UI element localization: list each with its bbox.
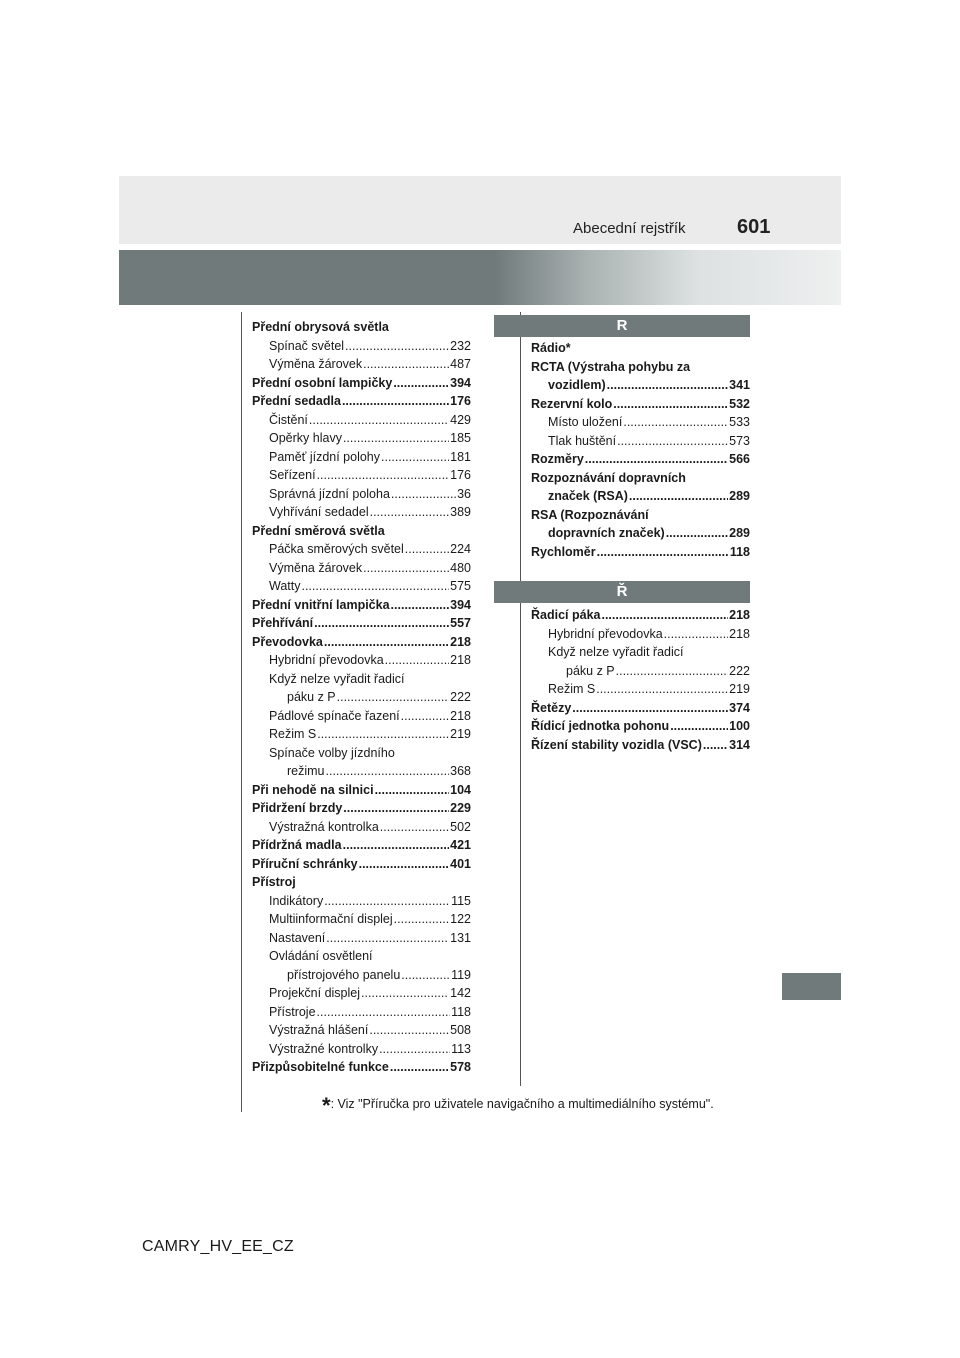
index-entry: Přední směrová světla [252,523,385,538]
index-entry: Přední obrysová světla [252,320,389,334]
index-term: Paměť jízdní polohy [269,449,380,464]
index-term: vozidlem) [548,378,606,392]
index-entry [252,633,471,652]
index-entry [252,1058,471,1077]
index-term: páku z P [287,690,336,704]
index-page-ref: 508 [450,1023,471,1037]
index-page-ref: 421 [450,838,471,852]
index-term: Přední vnitřní lampička [252,597,390,612]
dot-leader [343,429,449,448]
index-entry [252,392,471,411]
index-page-ref: 218 [450,634,471,649]
index-term: Indikátory [269,893,324,908]
index-page-ref: 219 [729,682,750,696]
index-page-ref: 219 [450,727,471,741]
index-entry [252,1040,471,1059]
index-page-ref: 229 [450,801,471,815]
index-entry [531,487,750,506]
index-term: Čistění [269,412,308,427]
footnote-marker: * [322,1093,331,1118]
index-term: Watty [269,579,301,593]
index-entry [531,717,750,736]
index-entry: Ovládání osvětlení [269,949,373,963]
index-term: Seřízení [269,468,316,482]
dot-leader [390,1058,449,1077]
index-term: Rezervní kolo [531,396,613,411]
index-entry [531,699,750,718]
index-entry [531,543,750,562]
dot-leader [363,355,449,374]
index-term: Režim S [269,727,317,741]
dot-leader [623,413,728,432]
index-page-ref: 575 [450,579,471,593]
index-page-ref: 104 [450,782,471,797]
dot-leader [370,503,450,522]
dot-leader [337,688,450,707]
index-entry [252,836,471,855]
index-entry [531,680,750,699]
index-term: Výměna žárovek [269,560,363,575]
index-entry [252,337,471,356]
index-page-ref: 185 [450,431,471,445]
index-page-ref: 176 [450,394,471,408]
index-entry [252,1003,471,1022]
index-page-ref: 36 [457,486,471,501]
index-term: Místo uložení [548,415,623,429]
dot-leader [324,892,450,911]
index-term: Hybridní převodovka [548,626,663,641]
dot-leader [601,606,728,625]
index-term: Výstražná hlášení [269,1023,369,1037]
index-page-ref: 389 [450,505,471,519]
index-page-ref: 222 [450,690,471,704]
index-page-ref: 394 [450,597,471,612]
index-entry [531,376,750,395]
center-divider [520,312,521,1086]
index-column-left [252,318,471,1077]
index-entry [252,707,471,726]
page-number: 601 [737,216,771,238]
index-page-ref: 181 [450,449,471,464]
index-page-ref: 578 [450,1060,471,1074]
index-term: Výstražná kontrolka [269,819,379,834]
index-term: Režim S [548,682,596,696]
dot-leader [617,432,728,451]
index-entry [252,1021,471,1040]
index-term: Výstražné kontrolky [269,1041,379,1056]
index-term: Hybridní převodovka [269,653,384,667]
index-entry: Spínače volby jízdního [269,745,395,760]
index-page-ref: 118 [451,1004,471,1019]
index-term: Přídržná madla [252,838,342,852]
index-entry [531,662,750,681]
dot-leader [326,762,450,781]
index-term: Přístroje [269,1004,316,1019]
index-page-ref: 289 [729,526,750,540]
dot-leader [314,614,449,633]
index-page-ref: 122 [450,912,471,926]
dot-leader [616,662,729,681]
index-entry [252,466,471,485]
index-page-ref: 573 [729,433,750,448]
index-term: přístrojového panelu [287,967,401,982]
index-entry: RSA (Rozpoznávání [531,507,649,522]
index-entry [531,395,750,414]
index-page-ref: 113 [451,1041,471,1056]
section-thumb-tab [782,973,841,1000]
index-term: režimu [287,764,325,778]
dot-leader [363,559,449,578]
index-entry [531,625,750,644]
index-page-ref: 533 [729,415,750,429]
index-page-ref: 429 [450,412,471,427]
index-term: Pádlové spínače řazení [269,708,400,723]
dot-leader [391,596,450,615]
index-term: dopravních značek) [548,526,665,540]
index-page-ref: 100 [729,719,750,733]
dot-leader [385,651,449,670]
index-term: Výměna žárovek [269,357,363,371]
index-entry [252,984,471,1003]
index-entry: RCTA (Výstraha pohybu za [531,359,691,374]
index-term: Přidržení brzdy [252,801,343,815]
index-page-ref: 131 [450,930,471,945]
index-term: Projekční displej [269,986,361,1000]
dot-leader [401,966,450,985]
index-term: Přizpůsobitelné funkce [252,1060,389,1074]
dot-leader [324,633,449,652]
index-term: Řídicí jednotka pohonu [531,719,670,733]
index-page-ref: 341 [729,378,750,392]
dot-leader [326,929,449,948]
index-term: Tlak huštění [548,433,617,448]
index-term: Příruční schránky [252,856,358,871]
index-entry [531,432,750,451]
dot-leader [596,680,728,699]
index-page-ref: 118 [729,544,750,559]
index-entry [252,577,471,596]
index-page-ref: 222 [729,663,750,678]
index-term: Vyhřívání sedadel [269,505,369,519]
index-entry [252,540,471,559]
index-entry [252,559,471,578]
dot-leader [597,543,729,562]
index-term: Přední sedadla [252,394,341,408]
index-page-ref: 224 [450,542,471,556]
dot-leader [670,717,728,736]
index-page-ref: 218 [729,626,750,641]
index-entry [252,910,471,929]
dot-leader [405,540,449,559]
dot-leader [317,1003,451,1022]
index-entry [252,448,471,467]
dot-leader [572,699,728,718]
index-entry [252,614,471,633]
dot-leader [343,799,449,818]
page-section-title: Abecední rejstřík [573,220,686,237]
index-entry [252,355,471,374]
dot-leader [361,984,449,1003]
index-page-ref: 394 [450,375,471,390]
dot-leader [629,487,728,506]
dot-leader [391,485,456,504]
dot-leader [379,1040,450,1059]
dot-leader [380,818,449,837]
index-page-ref: 232 [450,338,471,353]
index-term: páku z P [566,663,615,678]
dot-leader [359,855,450,874]
index-term: Přední osobní lampičky [252,375,393,390]
index-term: Spínač světel [269,338,345,353]
index-entry: Rádio* [531,341,571,355]
index-term: Páčka směrových světel [269,542,404,556]
index-page-ref: 374 [729,700,750,715]
index-entry [252,485,471,504]
index-term: Převodovka [252,634,323,649]
dot-leader [703,736,728,755]
index-page-ref: 502 [450,819,471,834]
dot-leader [664,625,728,644]
index-entry [252,411,471,430]
index-entry [252,651,471,670]
index-entry [531,413,750,432]
index-page-ref: 314 [729,737,750,752]
dot-leader [345,337,449,356]
index-term: Multiinformační displej [269,912,393,926]
index-entry [252,966,471,985]
index-entry: Když nelze vyřadit řadicí [548,645,684,659]
section-heading-r-caron: Ř [494,581,750,603]
index-page-ref: 401 [450,856,471,871]
index-column-r [531,339,750,561]
index-term: Řetězy [531,700,572,715]
index-term: Řadicí páka [531,608,601,622]
index-term: Nastavení [269,930,326,945]
header-gradient-band [119,250,841,305]
header-bar [119,176,841,244]
index-term: Rozměry [531,452,584,466]
index-page-ref: 218 [450,653,471,667]
dot-leader [375,781,450,800]
index-entry: Když nelze vyřadit řadicí [269,671,405,686]
document-code: CAMRY_HV_EE_CZ [142,1238,294,1255]
index-page-ref: 142 [450,986,471,1000]
index-term: Přehřívání [252,616,314,630]
index-entry [252,503,471,522]
index-entry [252,799,471,818]
index-entry [252,429,471,448]
index-entry: Rozpoznávání dopravních [531,470,686,485]
index-page-ref: 566 [729,452,750,466]
index-page-ref: 176 [450,468,471,482]
index-entry [252,725,471,744]
index-page-ref: 480 [450,560,471,575]
dot-leader [342,392,449,411]
index-entry [252,762,471,781]
dot-leader [394,910,449,929]
index-page-ref: 115 [451,893,471,908]
dot-leader [309,411,449,430]
dot-leader [585,450,728,469]
index-page-ref: 218 [729,608,750,622]
index-entry [252,781,471,800]
left-divider [241,312,242,1112]
index-entry [531,606,750,625]
index-entry [531,450,750,469]
index-term: Řízení stability vozidla (VSC) [531,737,702,752]
index-entry [252,929,471,948]
index-term: značek (RSA) [548,489,628,503]
footnote-text: : Viz "Příručka pro uživatele navigačního a multimediálního systému". [330,1097,714,1111]
dot-leader [317,725,449,744]
dot-leader [401,707,450,726]
dot-leader [607,376,728,395]
index-page-ref: 532 [729,396,750,411]
index-page-ref: 119 [451,967,471,982]
index-column-r-caron [531,606,750,754]
dot-leader [666,524,728,543]
index-entry [252,855,471,874]
section-heading-r: R [494,315,750,337]
dot-leader [369,1021,449,1040]
index-entry [531,736,750,755]
dot-leader [301,577,449,596]
dot-leader [613,395,728,414]
dot-leader [343,836,450,855]
dot-leader [393,374,449,393]
index-entry [252,688,471,707]
index-term: Při nehodě na silnici [252,782,374,797]
index-page-ref: 218 [450,708,471,723]
index-term: Opěrky hlavy [269,431,342,445]
dot-leader [381,448,449,467]
index-entry [531,524,750,543]
index-term: Správná jízdní poloha [269,486,390,501]
index-page-ref: 289 [729,489,750,503]
index-entry [252,892,471,911]
index-entry [252,596,471,615]
footnote [322,1093,714,1119]
index-page-ref: 487 [450,357,471,371]
index-entry [252,374,471,393]
dot-leader [317,466,450,485]
index-page-ref: 368 [450,764,471,778]
index-page-ref: 557 [450,616,471,630]
index-entry [252,818,471,837]
index-term: Rychloměr [531,544,596,559]
index-entry: Přístroj [252,875,296,889]
